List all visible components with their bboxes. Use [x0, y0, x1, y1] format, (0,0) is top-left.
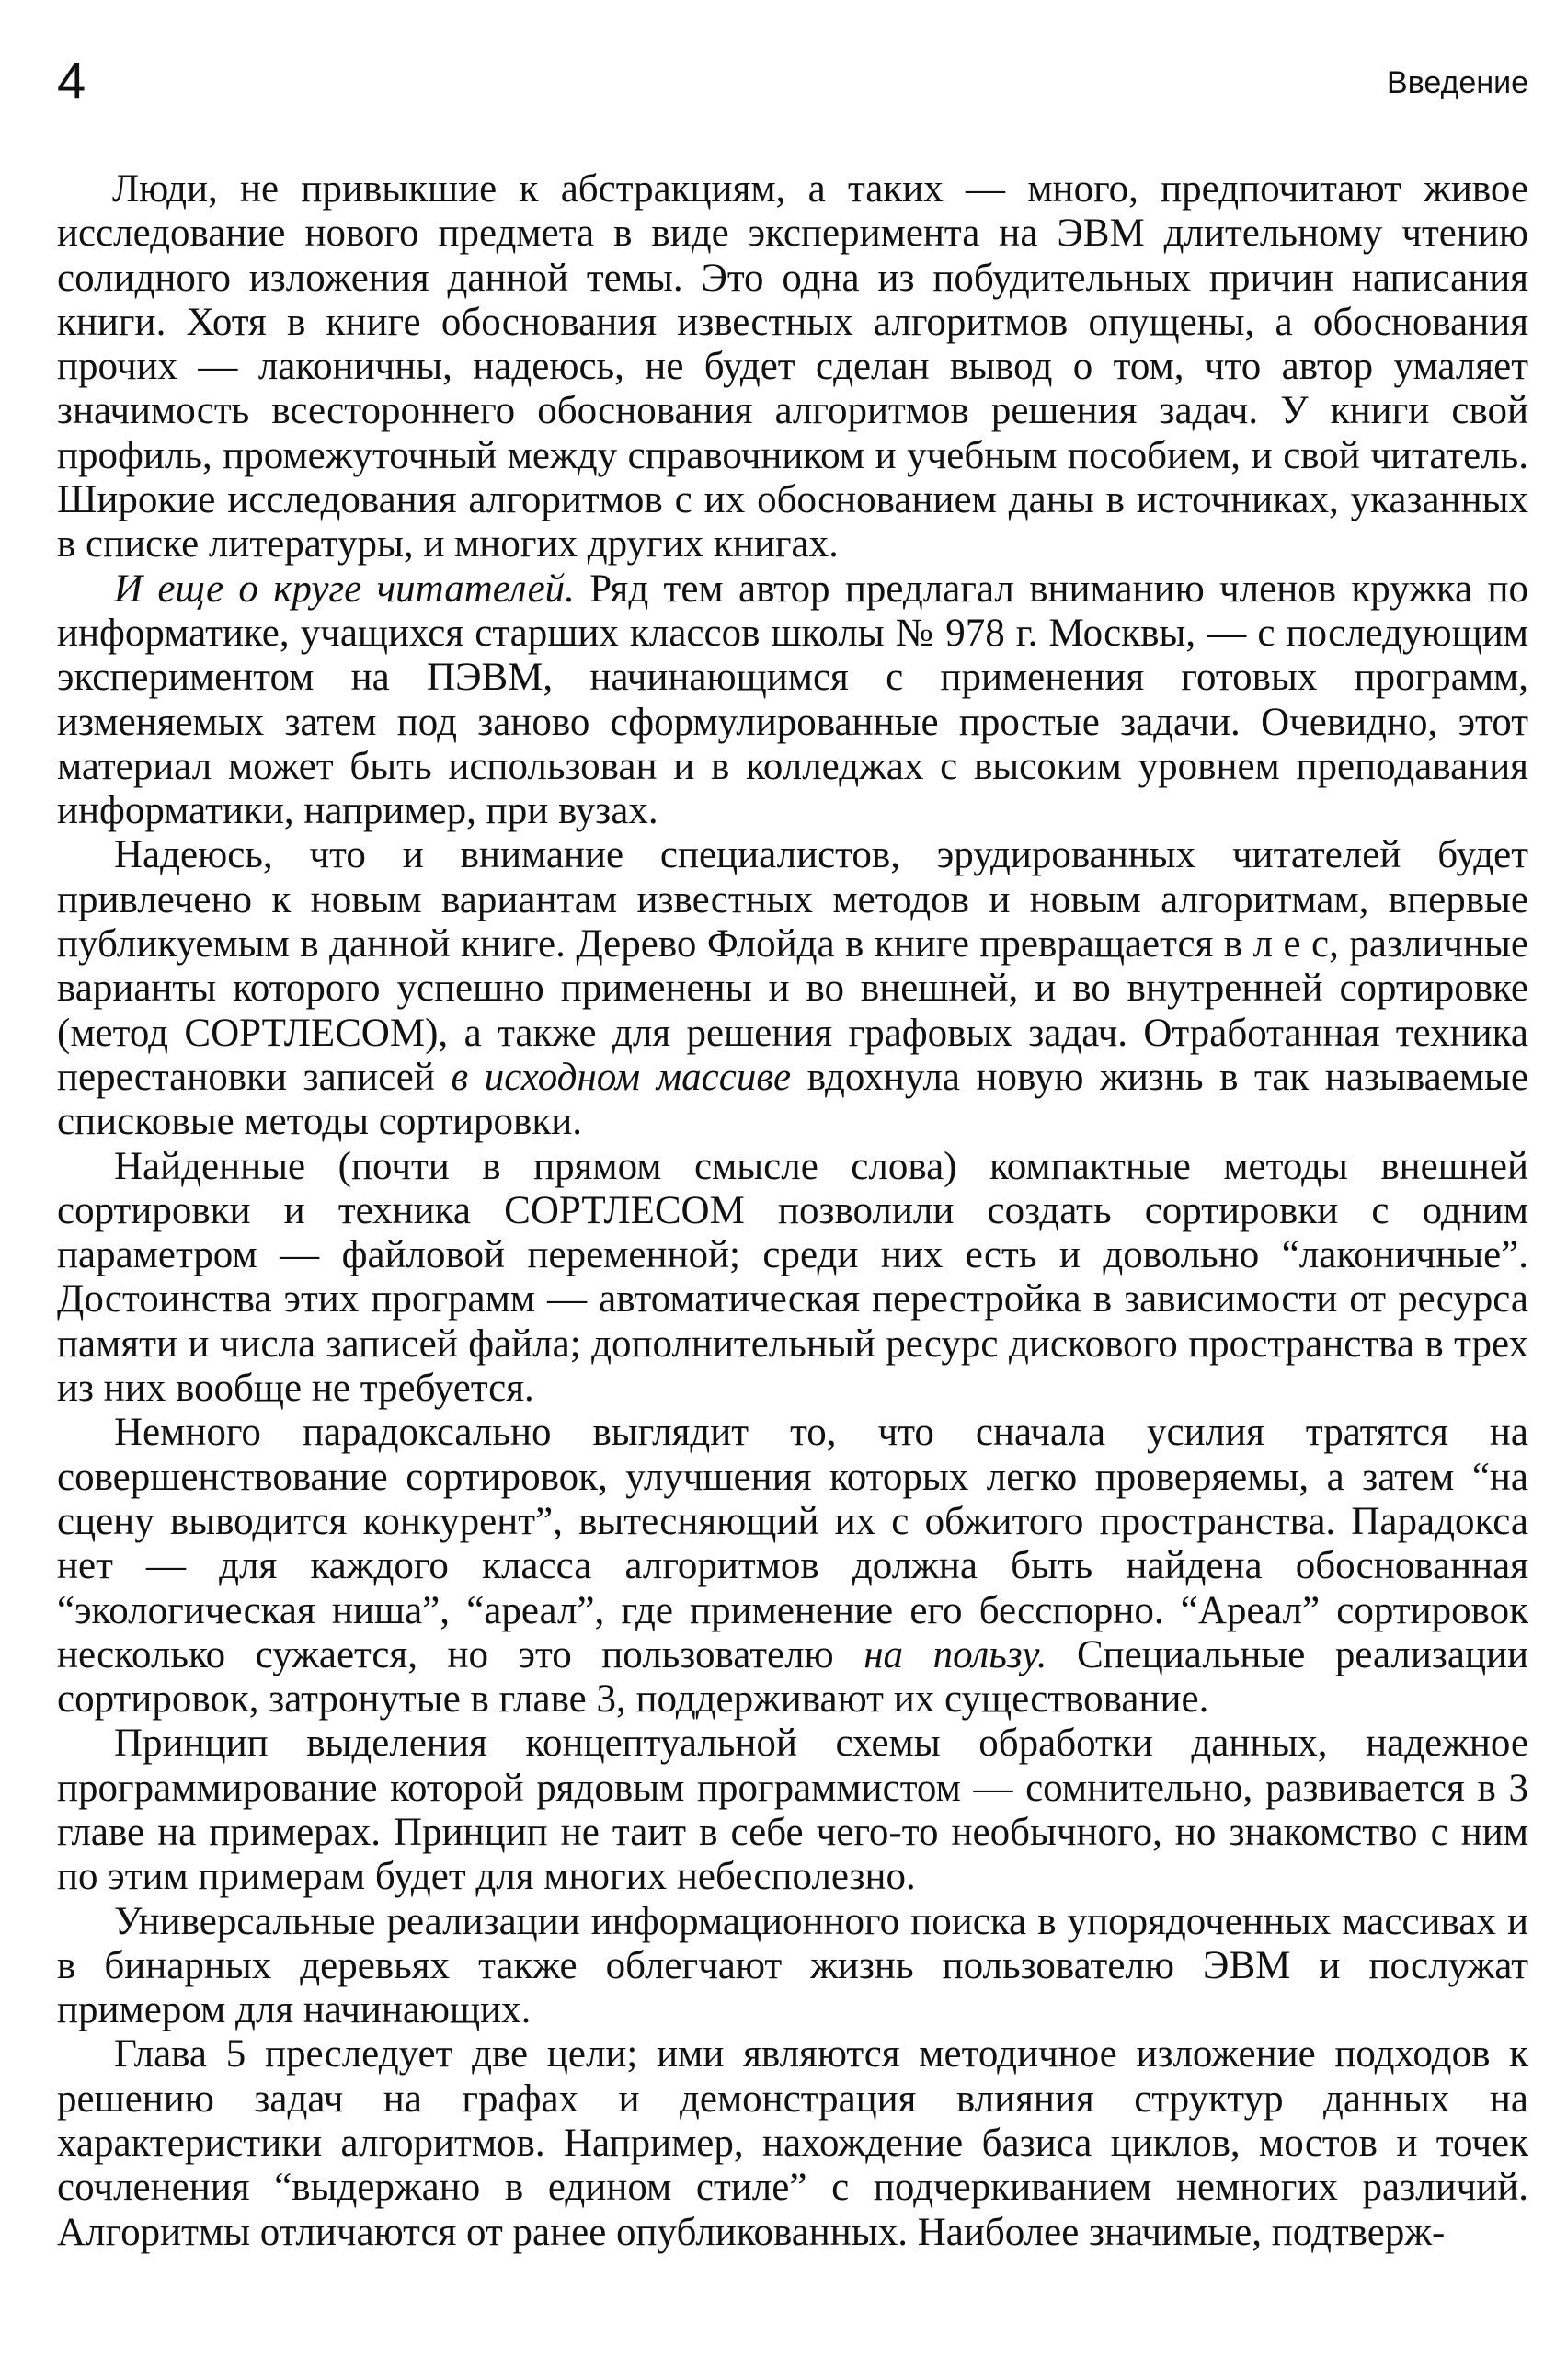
paragraph-6: Принцип выделения концептуальной схемы обработки данных, надежное программирование которой рядовым программистом — сомнительно, развивается в 3 главе на примерах. Принцип не таит в себе чего-то необычного, но знакомство с ним по этим примерам будет для многих небесполезно. [57, 1722, 1528, 1899]
paragraph-5-text-b: Специальные реализации сортировок, затронутые в главе 3, поддерживают их существование. [57, 1632, 1528, 1722]
paragraph-7: Универсальные реализации информационного поиска в упорядоченных массивах и в бинарных деревьях также облегчают жизнь пользователю ЭВМ и послужат примером для начинающих. [57, 1899, 1528, 2032]
paragraph-5-text-a: Немного парадоксально выглядит то, что сначала усилия тратятся на совершенствование сортировок, улучшения которых легко проверяемы, а затем “на сцену выводится конкурент”, вытесняющий их с обжитого пространства. Парадокса нет — для каждого класса алгоритмов должна быть найдена обоснованная “экологическая ниша”, “ареал”, где применение его бесспорно. “Ареал” сортировок несколько сужается, но это пользователю [57, 1411, 1528, 1676]
body-text [57, 167, 1528, 2255]
page-number: 4 [57, 51, 86, 109]
paragraph-2-emphasis: И еще о круге читателей. [114, 566, 575, 611]
paragraph-3 [57, 833, 1528, 1144]
paragraph-8: Глава 5 преследует две цели; ими являются методичное изложение подходов к решению задач на графах и демонстрация влияния структур данных на характеристики алгоритмов. Например, нахождение базиса циклов, мостов и точек сочленения “выдержано в едином стиле” с подчеркиванием немногих различий. Алгоритмы отличаются от ранее опубликованных. Наиболее значимые, подтверж- [57, 2032, 1528, 2254]
page-header [57, 53, 1528, 118]
running-head: Введение [1387, 65, 1528, 100]
paragraph-5-emphasis: на пользу. [864, 1632, 1047, 1676]
paragraph-3-emphasis: в исходном массиве [451, 1055, 792, 1099]
paragraph-2 [57, 567, 1528, 834]
paragraph-4: Найденные (почти в прямом смысле слова) компактные методы внешней сортировки и техника СОРТЛЕСОМ позволили создать сортировки с одним параметром — файловой переменной; среди них есть и довольно “лаконичные”. Достоинства этих программ — автоматическая перестройка в зависимости от ресурса памяти и числа записей файла; дополнительный ресурс дискового пространства в трех из них вообще не требуется. [57, 1144, 1528, 1411]
paragraph-1: Люди, не привыкшие к абстракциям, а таких — много, предпочитают живое исследование нового предмета в виде эксперимента на ЭВМ длительному чтению солидного изложения данной темы. Это одна из побудительных причин написания книги. Хотя в книге обоснования известных алгоритмов опущены, а обоснования прочих — лаконичны, надеюсь, не будет сделан вывод о том, что автор умаляет значимость всестороннего обоснования алгоритмов решения задач. У книги свой профиль, промежуточный между справочником и учебным пособием, и свой читатель. Широкие исследования алгоритмов с их обоснованием даны в источниках, указанных в списке литературы, и многих других книгах. [57, 167, 1528, 566]
paragraph-2-text: Ряд тем автор предлагал вниманию членов кружка по информатике, учащихся старших классов школы № 978 г. Москвы, — с последующим экспериментом на ПЭВМ, начинающимся с применения готовых программ, изменяемых затем под заново сформулированные простые задачи. Очевидно, этот материал может быть использован и в колледжах с высоким уровнем преподавания информатики, например, при вузах. [57, 566, 1528, 833]
paragraph-5 [57, 1411, 1528, 1722]
paragraph-3-text-b: вдохнула новую жизнь в так называемые списковые методы сортировки. [57, 1055, 1529, 1144]
paragraph-3-text-a: Надеюсь, что и внимание специалистов, эрудированных читателей будет привлечено к новым вариантам известных методов и новым алгоритмам, впервые публикуемым в данной книге. Дерево Флойда в книге превращается в л е с, различные варианты которого успешно применены и во внешней, и во внутренней сортировке (метод СОРТЛЕСОМ), а также для решения графовых задач. Отработанная техника перестановки записей [57, 833, 1528, 1099]
